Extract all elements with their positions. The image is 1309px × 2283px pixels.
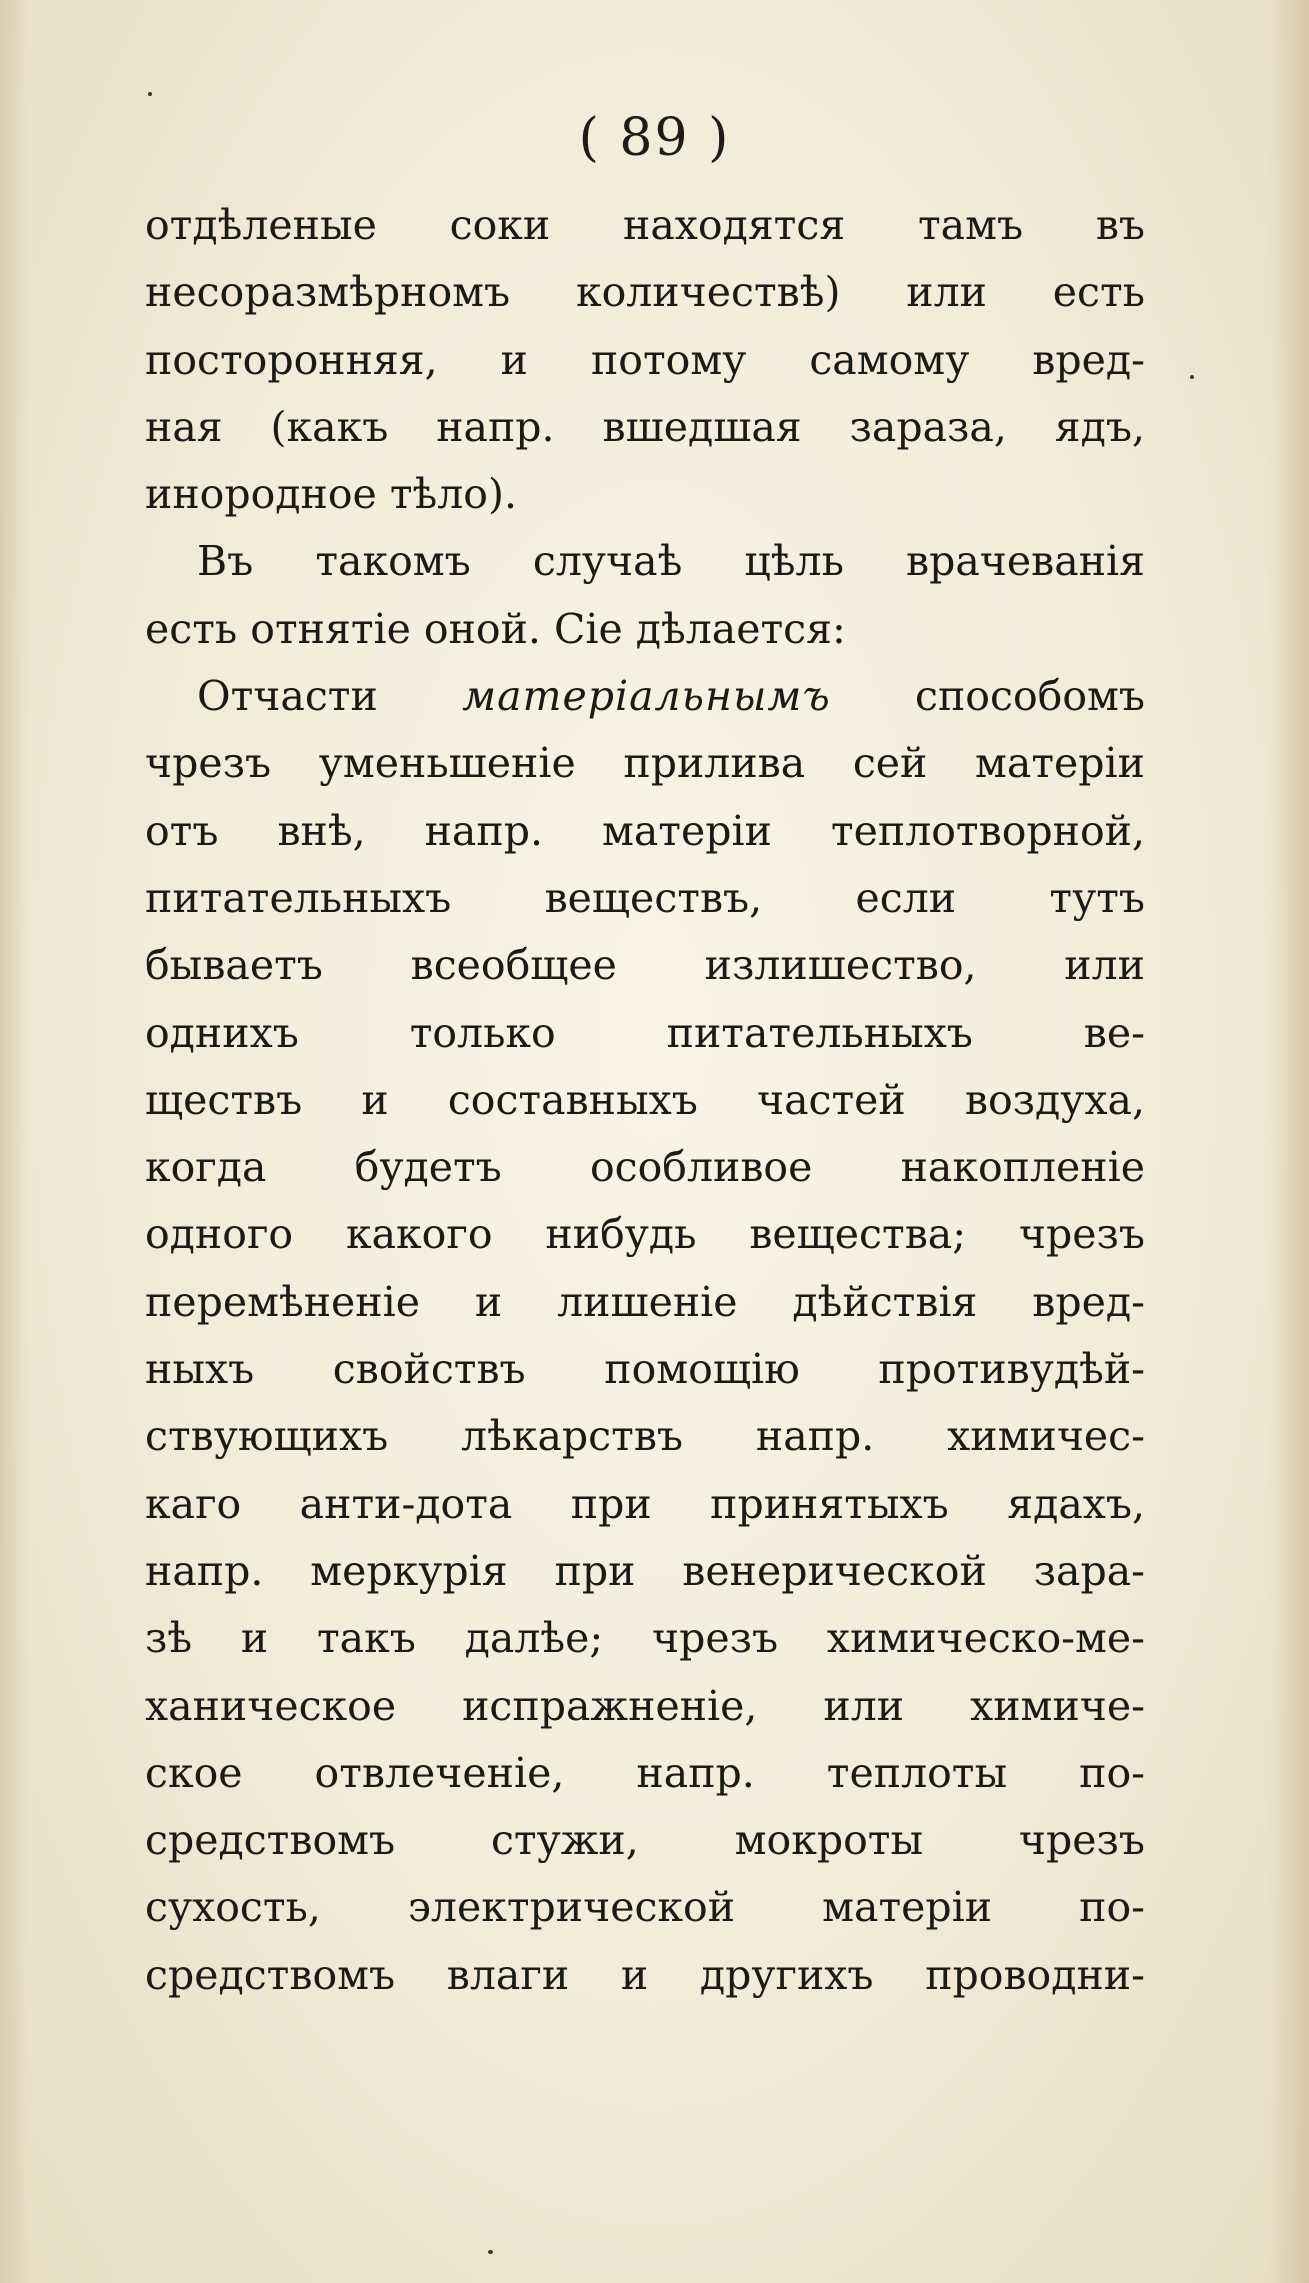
text-fragment: способомъ [915, 672, 1145, 721]
text-line: каго анти-дота при принятыхъ ядахъ, [145, 1479, 1145, 1528]
text-line: однихъ только питательныхъ ве- [145, 1008, 1145, 1057]
text-line: посторонняя, и потому самому вред- [145, 335, 1145, 384]
page-number: ( 89 ) [578, 108, 731, 168]
paper-speck [1190, 375, 1194, 379]
text-line: ныхъ свойствъ помощію противудѣй- [145, 1345, 1145, 1394]
text-line: ществъ и составныхъ частей воздуха, [145, 1075, 1145, 1124]
text-line: инородное тѣло). [145, 470, 517, 519]
body-text [145, 192, 1145, 2009]
text-fragment: Отчасти [197, 672, 378, 721]
text-line: бываетъ всеобщее излишество, или [145, 941, 1145, 990]
paper-speck [488, 2250, 493, 2254]
text-line: ское отвлеченіе, напр. теплоты по- [145, 1748, 1145, 1797]
text-line: ханическое испражненіе, или химиче- [145, 1681, 1145, 1730]
page-edge-right [1269, 0, 1309, 2283]
text-line: зѣ и такъ далѣе; чрезъ химическо-ме- [145, 1614, 1145, 1663]
text-line: когда будетъ особливое накопленіе [145, 1143, 1145, 1192]
text-line: ствующихъ лѣкарствъ напр. химичес- [145, 1412, 1145, 1461]
text-line: чрезъ уменьшеніе прилива сей матеріи [145, 739, 1145, 788]
text-line: перемѣненіе и лишеніе дѣйствія вред- [145, 1277, 1145, 1326]
paper-speck [148, 92, 152, 96]
text-line: отдѣленые соки находятся тамъ въ [145, 201, 1145, 249]
text-line: ная (какъ напр. вшедшая зараза, ядъ, [145, 402, 1145, 451]
text-line-with-emphasis [145, 663, 1145, 730]
emphasized-word: матеріальнымъ [462, 672, 831, 721]
text-line: напр. меркурія при венерической зара- [145, 1546, 1145, 1595]
text-line: несоразмѣрномъ количествѣ) или есть [145, 268, 1145, 317]
text-line: одного какого нибудь вещества; чрезъ [145, 1210, 1145, 1259]
text-line: средствомъ влаги и другихъ проводни- [145, 1950, 1145, 1999]
text-line: Въ такомъ случаѣ цѣль врачеванія [197, 537, 1145, 586]
text-line: отъ внѣ, напр. матеріи теплотворной, [145, 806, 1145, 855]
page-edge-left [0, 0, 28, 2283]
text-line: сухость, электрической матеріи по- [145, 1883, 1145, 1932]
text-line: есть отнятіе оной. Сіе дѣлается: [145, 604, 846, 653]
text-line: средствомъ стужи, мокроты чрезъ [145, 1816, 1145, 1865]
text-line: питательныхъ веществъ, если тутъ [145, 873, 1145, 922]
